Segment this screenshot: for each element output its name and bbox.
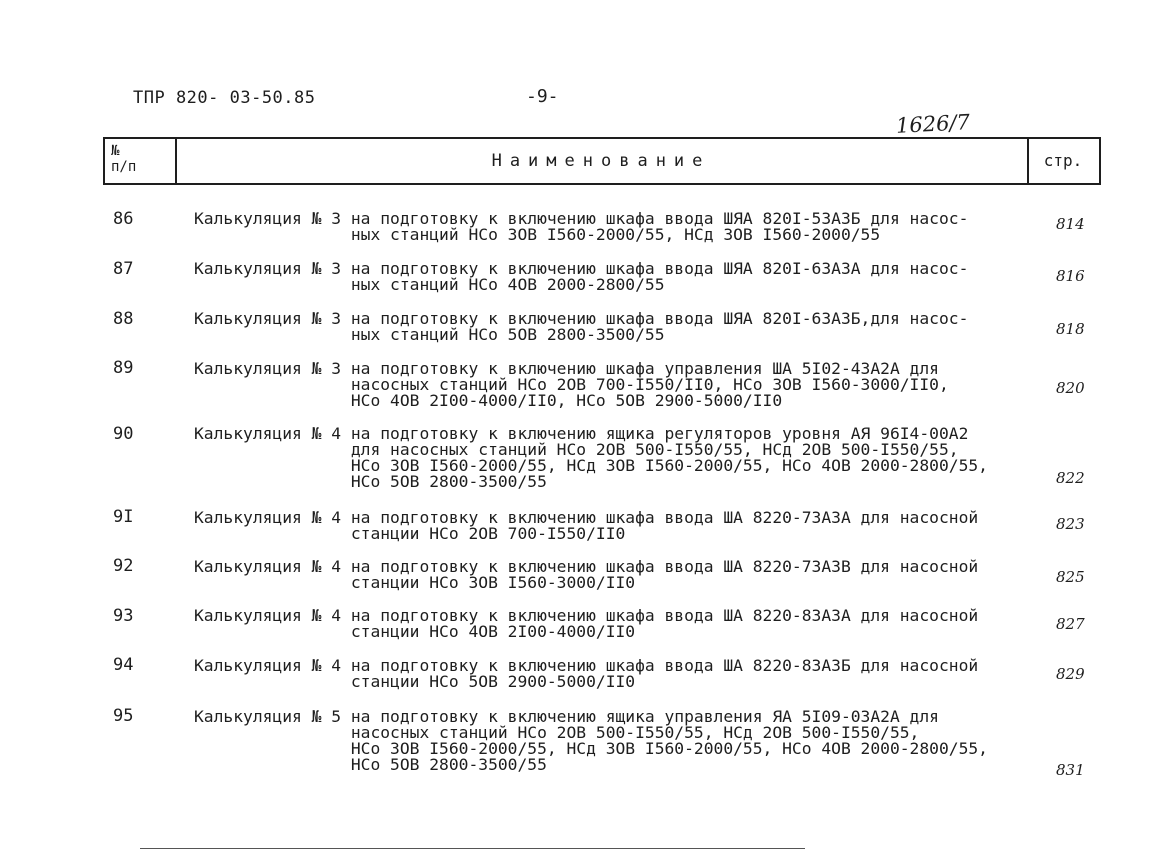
- row-title: Калькуляция № 4 на подготовку к включению шкафа ввода ША 8220-73А3В для насосной станции НСо 3ОВ I560-3000/II0: [194, 557, 979, 592]
- header-cell-number: [105, 139, 177, 183]
- row-number: 94: [113, 655, 134, 675]
- row-number: 88: [113, 309, 134, 329]
- row-number: 93: [113, 606, 134, 626]
- row-page: 825: [1056, 568, 1085, 586]
- row-page: 829: [1056, 665, 1085, 683]
- row-title: Калькуляция № 5 на подготовку к включению ящика управления ЯА 5I09-03А2А для насосных станций НСо 2ОВ 500-I550/55, НСд 2ОВ 500-I550/55, НСо 3ОВ I560-2000/55, НСд 3ОВ I560-2000/55, НСо 4ОВ 2000-2800/55, НСо 5ОВ 2800-3500/55: [194, 707, 988, 774]
- row-title: Калькуляция № 4 на подготовку к включению шкафа ввода ША 8220-73А3А для насосной станции НСо 2ОВ 700-I550/II0: [194, 508, 979, 543]
- row-page: 820: [1056, 379, 1085, 397]
- row-title: Калькуляция № 4 на подготовку к включению шкафа ввода ША 8220-83А3А для насосной станции НСо 4ОВ 2I00-4000/II0: [194, 606, 979, 641]
- header-number-label: № п/п: [111, 143, 137, 175]
- row-page: 814: [1056, 215, 1085, 233]
- row-page: 827: [1056, 615, 1085, 633]
- header-name-label: Наименование: [491, 151, 711, 171]
- row-title: Калькуляция № 4 на подготовку к включению шкафа ввода ША 8220-83А3Б для насосной станции НСо 5ОВ 2900-5000/II0: [194, 656, 979, 691]
- header-cell-page: [1027, 139, 1099, 183]
- row-title: Калькуляция № 3 на подготовку к включению шкафа ввода ШЯА 820I-63А3Б,для насос- ных станций НСо 5ОВ 2800-3500/55: [194, 309, 969, 344]
- row-page: 818: [1056, 320, 1085, 338]
- bottom-rule: [140, 848, 805, 849]
- row-page: 816: [1056, 267, 1085, 285]
- row-number: 95: [113, 706, 134, 726]
- row-number: 9I: [113, 507, 134, 527]
- row-title: Калькуляция № 3 на подготовку к включению шкафа ввода ШЯА 820I-63А3А для насос- ных станций НСо 4ОВ 2000-2800/55: [194, 259, 969, 294]
- row-page: 823: [1056, 515, 1085, 533]
- page-number: -9-: [526, 86, 559, 107]
- row-title: Калькуляция № 4 на подготовку к включению ящика регуляторов уровня АЯ 96I4-00А2 для насосных станций НСо 2ОВ 500-I550/55, НСд 2ОВ 500-I550/55, НСо 3ОВ I560-2000/55, НСд 3ОВ I560-2000/55, НСо 4ОВ 2000-2800/55, НСо 5ОВ 2800-3500/55: [194, 424, 988, 491]
- row-number: 92: [113, 556, 134, 576]
- row-page: 831: [1056, 761, 1085, 779]
- header-page-label: стр.: [1043, 151, 1083, 170]
- table-header: [103, 137, 1101, 185]
- row-title: Калькуляция № 3 на подготовку к включению шкафа ввода ШЯА 820I-53А3Б для насос- ных станций НСо 3ОВ I560-2000/55, НСд 3ОВ I560-2000/55: [194, 209, 969, 244]
- row-page: 822: [1056, 469, 1085, 487]
- row-number: 86: [113, 209, 134, 229]
- row-number: 87: [113, 259, 134, 279]
- document-code: ТПР 820- 03-50.85: [133, 88, 316, 108]
- row-number: 89: [113, 358, 134, 378]
- header-cell-name: [175, 139, 1029, 183]
- row-title: Калькуляция № 3 на подготовку к включению шкафа управления ША 5I02-43А2А для насосных станций НСо 2ОВ 700-I550/II0, НСо 3ОВ I560-3000/II0, НСо 4ОВ 2I00-4000/II0, НСо 5ОВ 2900-5000/II0: [194, 359, 949, 410]
- handwritten-note: 1626/7: [895, 110, 971, 138]
- row-number: 90: [113, 424, 134, 444]
